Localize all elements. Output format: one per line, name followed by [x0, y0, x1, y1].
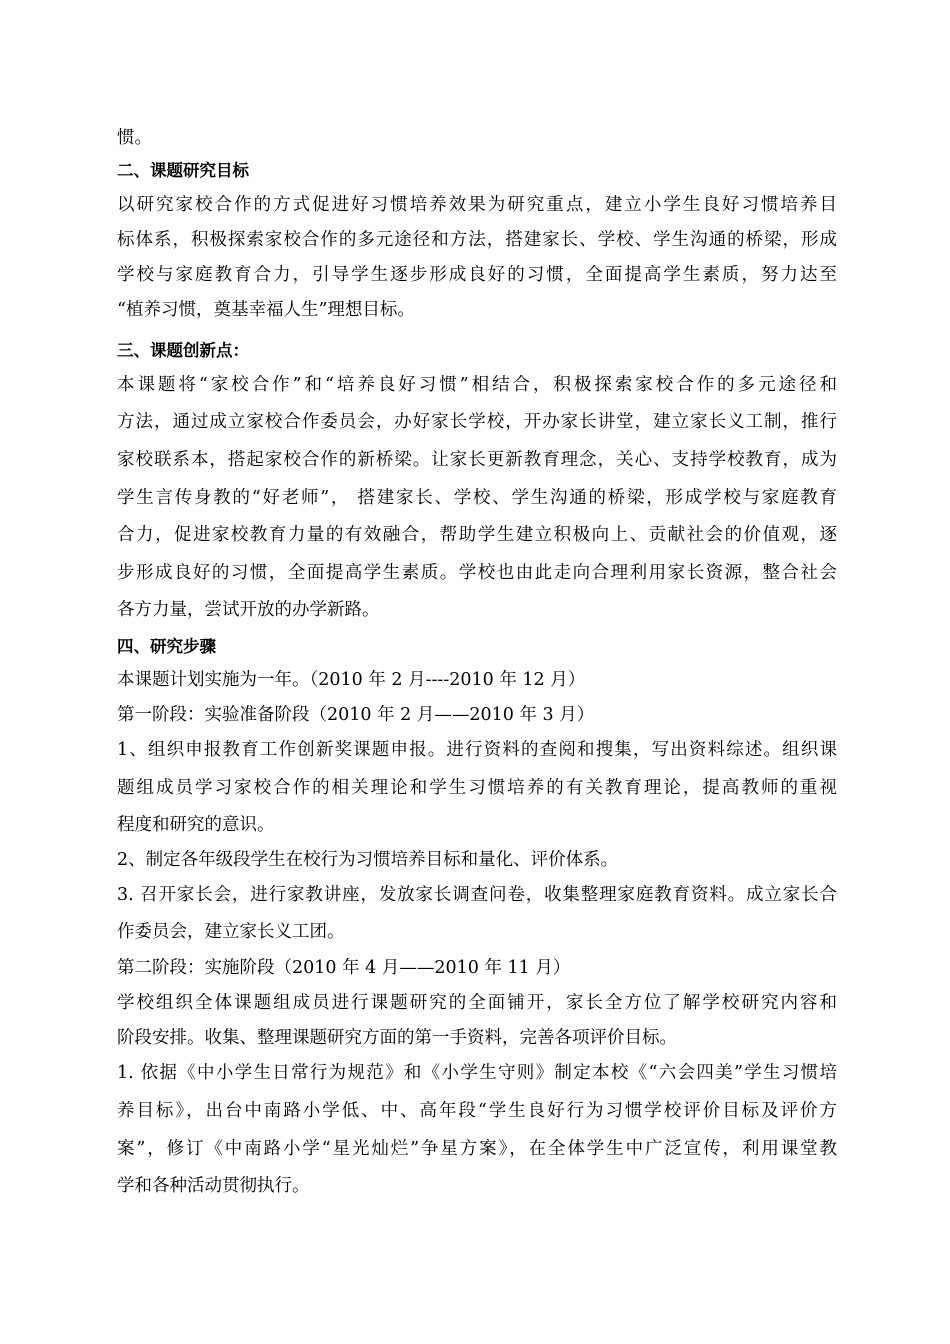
- text-line: 标体系，积极探索家校合作的多元途径和方法，搭建家长、学校、学生沟通的桥梁，形成: [117, 230, 837, 250]
- text-line: 步形成良好的习惯，全面提高学生素质。学校也由此走向合理利用家长资源，整合社会: [117, 563, 837, 583]
- text-line: 第一阶段：实验准备阶段（2010 年 2 月——2010 年 3 月）: [117, 705, 595, 725]
- text-line: 学校与家庭教育合力，引导学生逐步形成良好的习惯，全面提高学生素质，努力达至: [117, 265, 837, 285]
- text-line: 1、组织申报教育工作创新奖课题申报。进行资料的查阅和搜集，写出资料综述。组织课: [117, 740, 837, 760]
- text-line: 惯。: [117, 128, 152, 148]
- text-line: 本课题计划实施为一年。（2010 年 2 月----2010 年 12 月）: [117, 670, 586, 690]
- text-line: 学和各种活动贯彻执行。: [117, 1176, 310, 1196]
- section-heading: 三、课题创新点：: [117, 341, 249, 360]
- text-line: 3. 召开家长会，进行家教讲座，发放家长调查问卷，收集整理家庭教育资料。成立家长合: [117, 885, 837, 905]
- text-line: 1. 依据《中小学生日常行为规范》和《小学生守则》制定本校《“六会四美”学生习惯培: [117, 1063, 837, 1083]
- text-line: 阶段安排。收集、整理课题研究方面的第一手资料，完善各项评价目标。: [117, 1028, 677, 1048]
- text-line: 2、制定各年级段学生在校行为习惯培养目标和量化、评价体系。: [117, 850, 619, 870]
- text-line: 题组成员学习家校合作的相关理论和学生习惯培养的有关教育理论，提高教师的重视: [117, 778, 837, 798]
- text-line: 学校组织全体课题组成员进行课题研究的全面铺开，家长全方位了解学校研究内容和: [117, 993, 837, 1013]
- text-line: “植养习惯，奠基幸福人生”理想目标。: [117, 300, 415, 320]
- text-line: 作委员会，建立家长义工团。: [117, 922, 345, 942]
- text-line: 养目标》，出台中南路小学低、中、高年段“学生良好行为习惯学校评价目标及评价方: [117, 1101, 837, 1121]
- text-line: 方法，通过成立家校合作委员会，办好家长学校，开办家长讲堂，建立家长义工制，推行: [117, 412, 837, 432]
- text-line: 程度和研究的意识。: [117, 815, 275, 835]
- section-heading: 二、课题研究目标: [117, 161, 249, 180]
- text-line: 案”，修订《中南路小学“星光灿烂”争星方案》，在全体学生中广泛宣传，利用课堂教: [117, 1139, 837, 1159]
- text-line: 家校联系本，搭起家校合作的新桥梁。让家长更新教育理念，关心、支持学校教育，成为: [117, 450, 837, 470]
- text-line: 学生言传身教的“好老师”， 搭建家长、学校、学生沟通的桥梁，形成学校与家庭教育: [117, 488, 837, 508]
- section-heading: 四、研究步骤: [117, 637, 216, 656]
- text-line: 以研究家校合作的方式促进好习惯培养效果为研究重点，建立小学生良好习惯培养目: [117, 195, 837, 215]
- text-line: 各方力量，尝试开放的办学新路。: [117, 600, 380, 620]
- text-line: 第二阶段：实施阶段（2010 年 4 月——2010 年 11 月）: [117, 958, 571, 978]
- text-line: 合力，促进家校教育力量的有效融合，帮助学生建立积极向上、贡献社会的价值观，逐: [117, 525, 837, 545]
- text-line: 本课题将“家校合作”和“培养良好习惯”相结合，积极探索家校合作的多元途径和: [117, 375, 837, 395]
